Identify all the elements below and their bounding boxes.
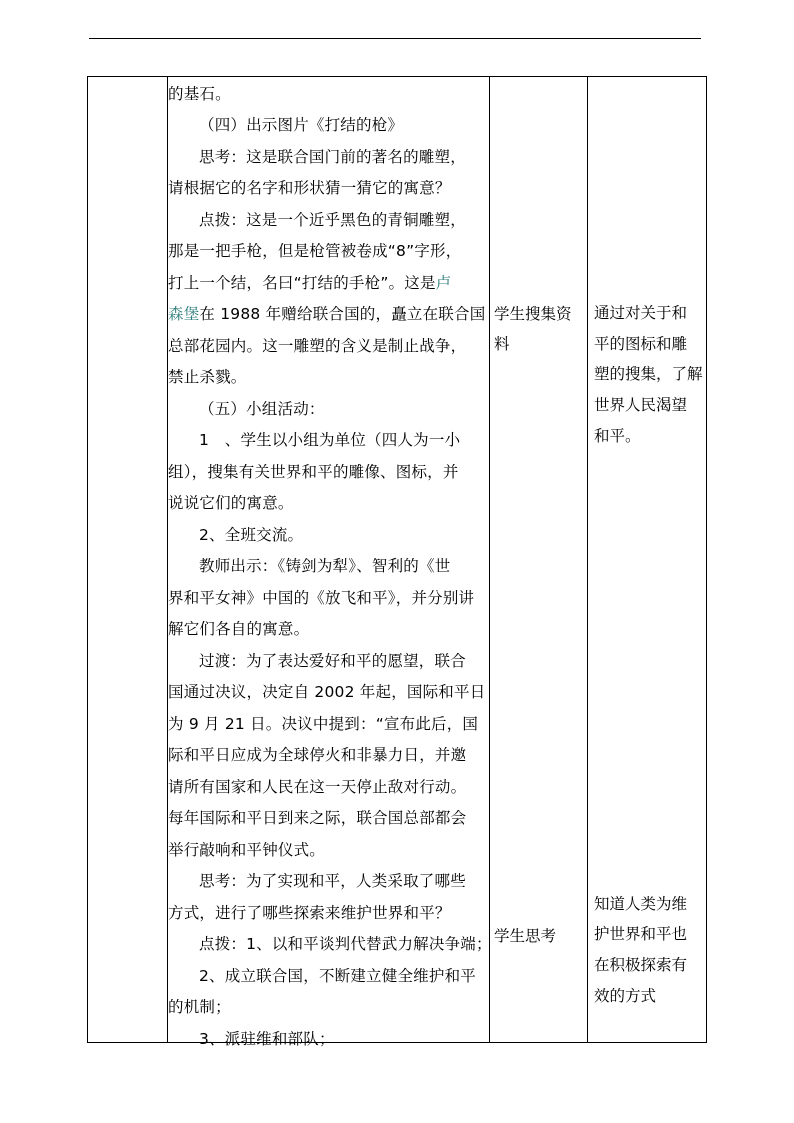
person-name-link[interactable]: 森堡: [168, 305, 200, 323]
content-line: 说说它们的寓意。: [168, 494, 294, 512]
content-line: 界和平女神》中国的《放飞和平》，并分别讲: [168, 589, 475, 607]
content-line: 2、成立联合国，不断建立健全维护和平: [199, 967, 476, 985]
content-line: 请所有国家和人民在这一天停止敌对行动。: [168, 778, 467, 796]
content-line: 为 9 月 21 日。决议中提到：“宣布此后，国: [168, 715, 479, 733]
column-divider: [489, 77, 490, 1042]
content-line: 点拨：1、以和平谈判代替武力解决争端；: [199, 935, 492, 953]
content-line: 方式，进行了哪些探索来维护世界和平？: [168, 904, 451, 922]
content-line: 国通过决议，决定自 2002 年起，国际和平日: [168, 683, 486, 701]
person-name-link[interactable]: 卢: [435, 274, 452, 292]
header-rule: [89, 38, 701, 39]
column-divider: [587, 77, 588, 1042]
student-activity-text: 料: [494, 335, 510, 353]
design-intent-text: 平的图标和雕: [594, 335, 688, 353]
content-line: 打上一个结，名曰“打结的手枪”。这是卢: [168, 274, 452, 292]
design-intent-text: 通过对关于和: [594, 304, 688, 322]
content-line: 那是一把手枪，但是枪管被卷成“8”字形，: [168, 242, 462, 260]
lesson-table: [87, 76, 707, 1048]
content-line: 禁止杀戮。: [168, 368, 247, 386]
content-line: 1 、学生以小组为单位（四人为一小: [199, 431, 461, 449]
content-line: 的机制；: [168, 998, 231, 1016]
design-intent-text: 效的方式: [594, 987, 657, 1005]
content-line: 2、全班交流。: [199, 526, 304, 544]
content-line: （四）出示图片《打结的枪》: [199, 116, 404, 134]
design-intent-text: 和平。: [594, 427, 641, 445]
content-line: 组），搜集有关世界和平的雕像、图标，并: [168, 463, 459, 481]
design-intent-text: 护世界和平也: [594, 925, 688, 943]
design-intent-text: 知道人类为维: [594, 895, 688, 913]
student-activity-text: 学生搜集资: [494, 305, 572, 323]
content-line: 的基石。: [168, 85, 231, 103]
content-line: （五）小组活动：: [199, 400, 325, 418]
content-line: 思考：这是联合国门前的著名的雕塑，: [199, 148, 466, 166]
content-line: 总部花园内。这一雕塑的含义是制止战争，: [168, 337, 467, 355]
content-line: 请根据它的名字和形状猜一猜它的寓意？: [168, 179, 451, 197]
content-line: 教师出示：《铸剑为犁》、智利的《世: [199, 557, 451, 575]
design-intent-text: 在积极探索有: [594, 956, 688, 974]
content-line: 过渡：为了表达爱好和平的愿望，联合: [199, 652, 466, 670]
content-line: 点拨：这是一个近乎黑色的青铜雕塑，: [199, 211, 466, 229]
content-line: 每年国际和平日到来之际，联合国总部都会: [168, 809, 467, 827]
student-activity-text: 学生思考: [494, 927, 557, 945]
content-line: 3、派驻维和部队；: [199, 1030, 335, 1048]
content-line: 思考：为了实现和平，人类采取了哪些: [199, 872, 466, 890]
design-intent-text: 世界人民渴望: [594, 396, 688, 414]
content-line: 举行敲响和平钟仪式。: [168, 841, 326, 859]
content-line: 森堡在 1988 年赠给联合国的，矗立在联合国: [168, 305, 486, 323]
column-divider: [167, 77, 168, 1042]
content-line: 际和平日应成为全球停火和非暴力日，并邀: [168, 746, 467, 764]
content-line: 解它们各自的寓意。: [168, 620, 310, 638]
design-intent-text: 塑的搜集，了解: [594, 365, 703, 383]
